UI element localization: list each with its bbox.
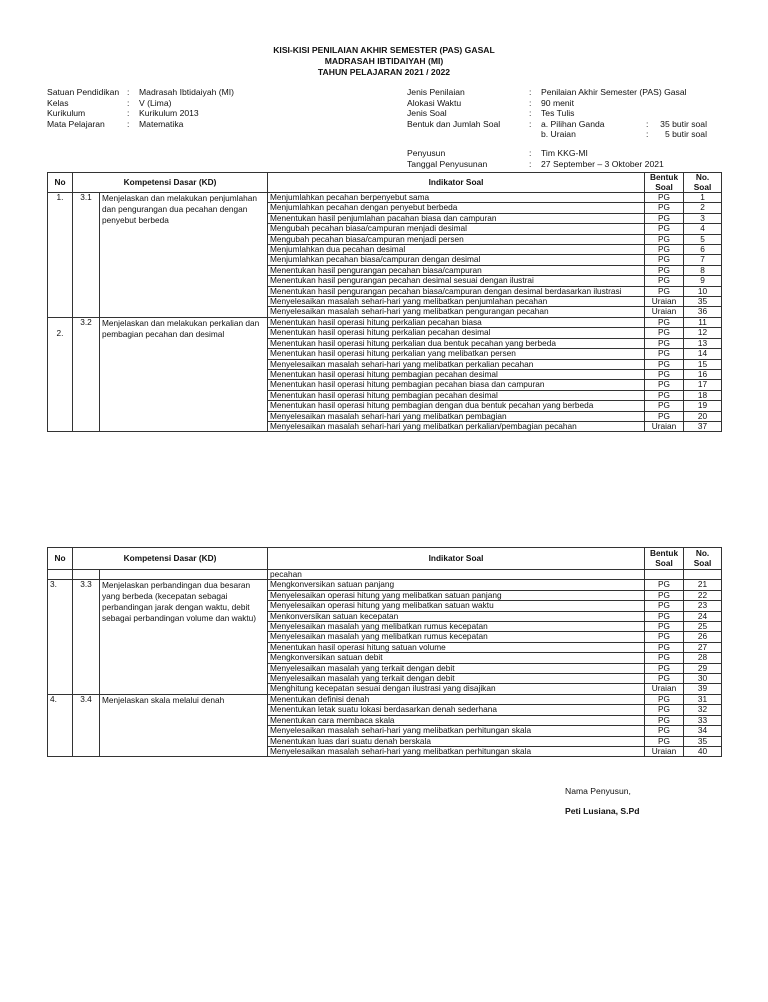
indikator-cell: Menentukan hasil pengurangan pecahan biasa/campuran (268, 265, 645, 275)
info-alokasi (407, 98, 707, 109)
indikator-cell: Menentukan luas dari suatu denah berskala (268, 736, 645, 746)
indikator-cell: Menghitung kecepatan sesuai dengan ilustrasi yang disajikan (268, 684, 645, 694)
indikator-cell: Menentukan definisi denah (268, 694, 645, 704)
indikator-cell: Menjumlahkan pecahan biasa/campuran dengan desimal (268, 255, 645, 265)
indikator-cell: Menentukan hasil operasi hitung pembagian pecahan biasa dan campuran (268, 380, 645, 390)
nosoal-cell: 29 (684, 663, 722, 673)
nosoal-cell: 33 (684, 715, 722, 725)
bentuk-cell: PG (645, 694, 684, 704)
bentuk-cell: PG (645, 411, 684, 421)
info-penyusun (407, 148, 707, 159)
info-value: a. Pilihan Ganda (541, 118, 605, 129)
bentuk-cell: PG (645, 705, 684, 715)
nosoal-cell: 2 (684, 203, 722, 213)
kd-number-text: 2. (56, 327, 64, 338)
indikator-cell: Menyelesaikan operasi hitung yang melibatkan satuan waktu (268, 601, 645, 611)
bentuk-cell: PG (645, 622, 684, 632)
info-colon: : (529, 118, 532, 129)
indikator-cell: Menentukan hasil operasi hitung pembagian pecahan desimal (268, 390, 645, 400)
indikator-cell: Menyelesaikan masalah sehari-hari yang melibatkan penjumlahan pecahan (268, 297, 645, 307)
nosoal-cell: 35 (684, 736, 722, 746)
nosoal-cell: 17 (684, 380, 722, 390)
info-colon: : (646, 118, 649, 129)
header-no: No (48, 173, 73, 193)
info-bentuk-a (407, 119, 707, 130)
nosoal-cell: 21 (684, 580, 722, 590)
info-colon: : (529, 147, 532, 158)
nosoal-cell: 25 (684, 622, 722, 632)
indikator-cell: Menyelesaikan masalah sehari-hari yang melibatkan pembagian (268, 411, 645, 421)
table-row (48, 580, 722, 590)
doc-title-line-1: KISI-KISI PENILAIAN AKHIR SEMESTER (PAS) GASAL (273, 45, 495, 55)
bentuk-cell: PG (645, 224, 684, 234)
bentuk-cell: PG (645, 369, 684, 379)
nosoal-cell: 32 (684, 705, 722, 715)
info-colon: : (529, 87, 532, 97)
nosoal-cell: 34 (684, 726, 722, 736)
nosoal-cell: 22 (684, 590, 722, 600)
info-label: Jenis Penilaian (407, 87, 465, 97)
info-colon: : (529, 108, 532, 119)
nosoal-cell: 1 (684, 193, 722, 203)
info-value: 27 September – 3 Oktober 2021 (541, 158, 664, 169)
kd-text: Menjelaskan skala melalui denah (100, 694, 268, 756)
empty-cell (73, 570, 100, 580)
indikator-cell: Menyelesaikan operasi hitung yang melibatkan satuan panjang (268, 590, 645, 600)
info-tanggal (407, 159, 707, 170)
nosoal-cell: 5 (684, 234, 722, 244)
nosoal-cell: 20 (684, 411, 722, 421)
kd-code: 3.4 (73, 694, 100, 756)
nosoal-cell: 37 (684, 421, 722, 431)
indikator-cell: Menjumlahkan dua pecahan desimal (268, 245, 645, 255)
bentuk-cell: PG (645, 663, 684, 673)
nosoal-cell: 14 (684, 349, 722, 359)
nosoal-cell: 31 (684, 694, 722, 704)
doc-title-line-2: MADRASAH IBTIDAIYAH (MI) (324, 56, 444, 66)
info-label: Penyusun (407, 147, 446, 158)
indikator-cell: Menyelesaikan masalah sehari-hari yang melibatkan perhitungan skala (268, 726, 645, 736)
nosoal-cell: 18 (684, 390, 722, 400)
header-indikator: Indikator Soal (268, 548, 645, 570)
info-value: V (Lima) (139, 97, 172, 108)
bentuk-cell: PG (645, 338, 684, 348)
nosoal-cell: 6 (684, 245, 722, 255)
bentuk-cell: PG (645, 317, 684, 327)
info-colon: : (529, 97, 532, 108)
nosoal-cell: 30 (684, 674, 722, 684)
header-nosoal: No. Soal (684, 548, 722, 570)
nosoal-cell: 15 (684, 359, 722, 369)
header-bentuk: Bentuk Soal (645, 173, 684, 193)
table-header-row (48, 173, 722, 193)
kd-text: Menjelaskan perbandingan dua besaran yang berbeda (kecepatan sebagai perbandingan jarak dengan waktu, debit sebagai perbandingan volume dan waktu) (100, 580, 268, 694)
bentuk-cell: PG (645, 611, 684, 621)
indikator-cell: Menentukan hasil operasi hitung perkalian pecahan biasa (268, 317, 645, 327)
indikator-cell: Menyelesaikan masalah sehari-hari yang melibatkan perkalian/pembagian pecahan (268, 421, 645, 431)
nosoal-cell: 13 (684, 338, 722, 348)
bentuk-cell: PG (645, 642, 684, 652)
table-row (48, 193, 722, 203)
info-bentuk-b (407, 129, 707, 140)
nosoal-cell: 27 (684, 642, 722, 652)
bentuk-cell: PG (645, 380, 684, 390)
bentuk-cell: PG (645, 601, 684, 611)
header-kd: Kompetensi Dasar (KD) (73, 548, 268, 570)
info-value: Penilaian Akhir Semester (PAS) Gasal (541, 87, 687, 97)
info-satuan (47, 87, 234, 98)
empty-cell (48, 570, 73, 580)
nosoal-cell: 3 (684, 213, 722, 223)
indikator-cell: Menjumlahkan pecahan berpenyebut sama (268, 193, 645, 203)
kd-number: 3. (48, 580, 73, 694)
bentuk-cell: PG (645, 193, 684, 203)
indikator-cell: Menyelesaikan masalah yang terkait dengan debit (268, 663, 645, 673)
indikator-cell: Menentukan letak suatu lokasi berdasarkan denah sederhana (268, 705, 645, 715)
signature-label: Nama Penyusun, (565, 786, 631, 796)
info-left (47, 87, 234, 129)
signature-name: Peti Lusiana, S.Pd (565, 806, 640, 816)
info-colon: : (127, 108, 130, 119)
nosoal-cell: 12 (684, 328, 722, 338)
info-label: Jenis Soal (407, 108, 447, 119)
indikator-cell: Mengkonversikan satuan panjang (268, 580, 645, 590)
indikator-cell: Mengkonversikan satuan debit (268, 653, 645, 663)
info-value: 35 butir soal (660, 118, 707, 129)
indikator-cell: Menentukan hasil pengurangan pecahan biasa/campuran dengan desimal berdasarkan ilustrasi (268, 286, 645, 296)
nosoal-cell: 40 (684, 746, 722, 756)
info-label: Mata Pelajaran (47, 118, 105, 129)
kd-code: 3.3 (73, 580, 100, 694)
bentuk-cell: PG (645, 401, 684, 411)
nosoal-cell: 35 (684, 297, 722, 307)
kisi-table-1 (47, 172, 722, 432)
header-nosoal: No. Soal (684, 173, 722, 193)
indikator-cell: Menentukan hasil penjumlahan pacahan biasa dan campuran (268, 213, 645, 223)
empty-cell (100, 570, 268, 580)
info-colon: : (646, 129, 649, 140)
bentuk-cell: PG (645, 632, 684, 642)
bentuk-cell: Uraian (645, 684, 684, 694)
nosoal-cell: 24 (684, 611, 722, 621)
kd-text: Menjelaskan dan melakukan perkalian dan pembagian pecahan dan desimal (100, 317, 268, 431)
bentuk-cell: PG (645, 736, 684, 746)
info-colon: : (127, 97, 130, 108)
info-value: Kurikulum 2013 (139, 108, 199, 119)
bentuk-cell: PG (645, 328, 684, 338)
bentuk-cell: PG (645, 653, 684, 663)
kd-code: 3.2 (73, 317, 100, 431)
bentuk-cell: Uraian (645, 746, 684, 756)
bentuk-cell: Uraian (645, 307, 684, 317)
table-1-body (48, 193, 722, 432)
nosoal-cell: 16 (684, 369, 722, 379)
bentuk-cell: PG (645, 286, 684, 296)
nosoal-cell: 36 (684, 307, 722, 317)
info-kurikulum (47, 108, 234, 119)
indikator-cell: Menentukan cara membaca skala (268, 715, 645, 725)
table-2-body (48, 570, 722, 757)
bentuk-cell: PG (645, 349, 684, 359)
kd-number (48, 317, 73, 431)
info-label: Satuan Pendidikan (47, 87, 120, 97)
indikator-cell: Menjumlahkan pecahan dengan penyebut berbeda (268, 203, 645, 213)
info-spacer (529, 129, 541, 140)
table-row (48, 317, 722, 327)
nosoal-cell: 19 (684, 401, 722, 411)
indikator-cell: Menentukan hasil pengurangan pecahan desimal sesuai dengan ilustrai (268, 276, 645, 286)
info-value: Madrasah Ibtidaiyah (MI) (139, 87, 235, 97)
info-value: Tes Tulis (541, 108, 575, 119)
nosoal-cell: 8 (684, 265, 722, 275)
bentuk-cell: PG (645, 255, 684, 265)
info-value: Tim KKG-MI (541, 147, 588, 158)
nosoal-cell: 28 (684, 653, 722, 663)
empty-cell (684, 570, 722, 580)
indikator-cell: Mengubah pecahan biasa/campuran menjadi persen (268, 234, 645, 244)
bentuk-cell: PG (645, 276, 684, 286)
info-colon: : (127, 118, 130, 129)
kisi-table-2 (47, 547, 722, 757)
info-jenis-penilaian (407, 87, 707, 98)
indikator-cell: Menentukan hasil operasi hitung perkalian dua bentuk pecahan yang berbeda (268, 338, 645, 348)
bentuk-cell: PG (645, 234, 684, 244)
indikator-cell: Menyelesaikan masalah yang terkait dengan debit (268, 674, 645, 684)
info-value: Matematika (139, 118, 184, 129)
bentuk-cell: PG (645, 245, 684, 255)
bentuk-cell: PG (645, 580, 684, 590)
indikator-cell: Menyelesaikan masalah yang melibatkan rumus kecepatan (268, 622, 645, 632)
indikator-cell: Menentukan hasil operasi hitung perkalian pecahan desimal (268, 328, 645, 338)
nosoal-cell: 26 (684, 632, 722, 642)
info-colon: : (127, 87, 130, 97)
info-kelas (47, 98, 234, 109)
indikator-cell: Mengubah pecahan biasa/campuran menjadi desimal (268, 224, 645, 234)
info-colon: : (529, 158, 532, 169)
indikator-cell: Menyelesaikan masalah sehari-hari yang melibatkan pengurangan pecahan (268, 307, 645, 317)
bentuk-cell: PG (645, 359, 684, 369)
nosoal-cell: 11 (684, 317, 722, 327)
header-kd: Kompetensi Dasar (KD) (73, 173, 268, 193)
indikator-cell: Menkonversikan satuan kecepatan (268, 611, 645, 621)
info-label: Alokasi Waktu (407, 97, 462, 108)
indikator-cell: Menyelesaikan masalah sehari-hari yang melibatkan perkalian pecahan (268, 359, 645, 369)
nosoal-cell: 39 (684, 684, 722, 694)
bentuk-cell: Uraian (645, 421, 684, 431)
info-value: 5 butir soal (664, 129, 707, 140)
bentuk-cell: PG (645, 590, 684, 600)
table-header-row (48, 548, 722, 570)
bentuk-cell: PG (645, 213, 684, 223)
nosoal-cell: 4 (684, 224, 722, 234)
bentuk-cell: PG (645, 390, 684, 400)
info-right (407, 87, 707, 169)
bentuk-cell: PG (645, 726, 684, 736)
kd-code: 3.1 (73, 193, 100, 318)
bentuk-cell: PG (645, 674, 684, 684)
info-jenis-soal (407, 108, 707, 119)
indikator-carry: pecahan (268, 570, 645, 580)
kd-number: 1. (48, 193, 73, 318)
empty-cell (645, 570, 684, 580)
kd-text: Menjelaskan dan melakukan penjumlahan dan pengurangan dua pecahan dengan penyebut berbeda (100, 193, 268, 318)
info-mapel (47, 119, 234, 130)
indikator-cell: Menentukan hasil operasi hitung satuan volume (268, 642, 645, 652)
info-value: b. Uraian (541, 129, 576, 140)
table-row-carry (48, 570, 722, 580)
info-label: Tanggal Penyusunan (407, 158, 488, 169)
bentuk-cell: Uraian (645, 297, 684, 307)
info-value: 90 menit (541, 97, 574, 108)
header-no: No (48, 548, 73, 570)
indikator-cell: Menyelesaikan masalah yang melibatkan rumus kecepatan (268, 632, 645, 642)
indikator-cell: Menentukan hasil operasi hitung pembagian dengan dua bentuk pecahan yang berbeda (268, 401, 645, 411)
indikator-cell: Menyelesaikan masalah sehari-hari yang melibatkan perhitungan skala (268, 746, 645, 756)
info-label: Kelas (47, 97, 69, 108)
doc-title-line-3: TAHUN PELAJARAN 2021 / 2022 (317, 67, 451, 77)
kd-number: 4. (48, 694, 73, 756)
header-indikator: Indikator Soal (268, 173, 645, 193)
nosoal-cell: 7 (684, 255, 722, 265)
bentuk-cell: PG (645, 265, 684, 275)
info-label: Kurikulum (47, 108, 86, 119)
table-row (48, 694, 722, 704)
header-bentuk: Bentuk Soal (645, 548, 684, 570)
nosoal-cell: 10 (684, 286, 722, 296)
indikator-cell: Menentukan hasil operasi hitung perkalian yang melibatkan persen (268, 349, 645, 359)
indikator-cell: Menentukan hasil operasi hitung pembagian pecahan desimal (268, 369, 645, 379)
nosoal-cell: 9 (684, 276, 722, 286)
bentuk-cell: PG (645, 203, 684, 213)
info-label (407, 129, 529, 140)
info-label: Bentuk dan Jumlah Soal (407, 118, 501, 129)
nosoal-cell: 23 (684, 601, 722, 611)
bentuk-cell: PG (645, 715, 684, 725)
info-gap (407, 140, 707, 148)
